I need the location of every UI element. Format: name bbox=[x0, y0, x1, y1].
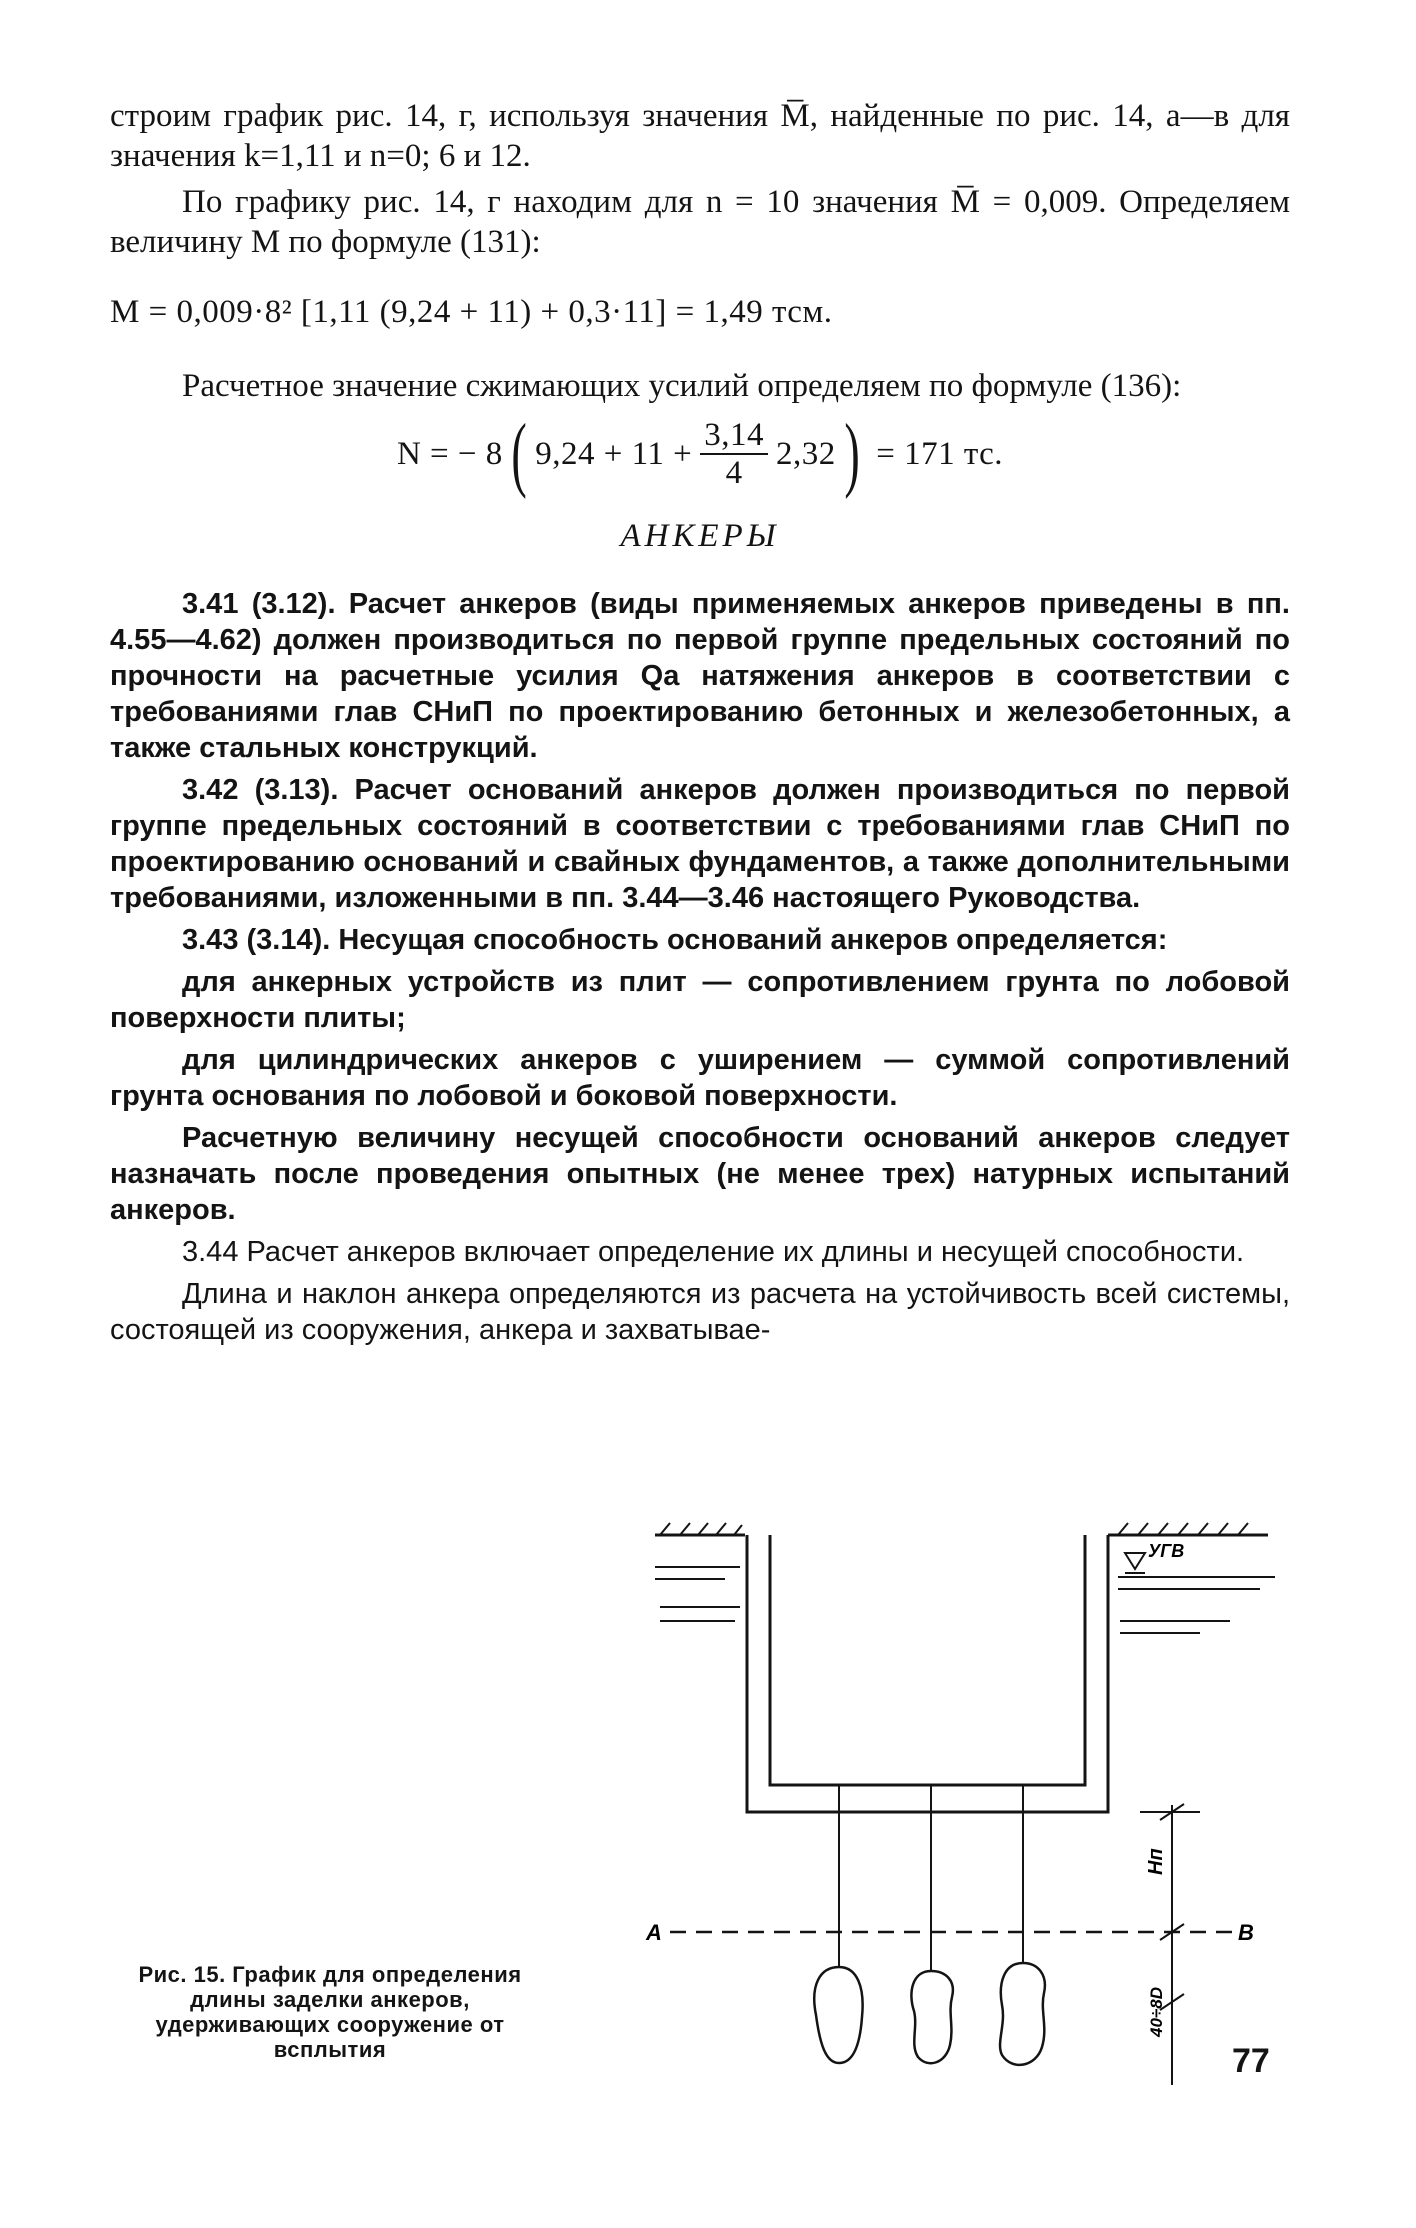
formula-force bbox=[110, 407, 1290, 500]
paren-left: ( bbox=[511, 407, 527, 500]
label-hn: Hп bbox=[1145, 1848, 1167, 1875]
regular-section bbox=[110, 1234, 1290, 1348]
fraction bbox=[700, 417, 768, 491]
dimension-ticks bbox=[1140, 1804, 1200, 2010]
label-a: А bbox=[646, 1920, 662, 1945]
paragraph-3-43-b: для цилиндрических анкеров с уширением — суммой сопротивлений грунта основания по лобовой и боковой поверхности. bbox=[110, 1044, 1290, 1112]
anchor-bulb-3 bbox=[1000, 1963, 1045, 2065]
page-number: 77 bbox=[1232, 2042, 1270, 2080]
paragraph-3-43-a: для анкерных устройств из плит — сопротивлением грунта по лобовой поверхности плиты; bbox=[110, 966, 1290, 1034]
fraction-numerator: 3,14 bbox=[700, 417, 768, 455]
ground-hatch-left bbox=[660, 1523, 742, 1535]
formula-moment: M = 0,009·8² [1,11 (9,24 + 11) + 0,3·11] = 1,49 тсм. bbox=[110, 294, 833, 330]
fraction-denominator: 4 bbox=[725, 455, 743, 491]
figure-anchor-diagram bbox=[640, 1515, 1280, 2085]
formula-force-right: = 171 тс. bbox=[876, 436, 1004, 472]
figure-caption: Рис. 15. График для определения длины заделки анкеров, удерживающих сооружение от всплытия bbox=[138, 1962, 522, 2062]
label-40d: 40÷8D bbox=[1147, 1987, 1166, 2037]
bold-section bbox=[110, 586, 1290, 1228]
section-heading: АНКЕРЫ bbox=[620, 518, 780, 554]
ground-hatch-right bbox=[1118, 1523, 1248, 1535]
anchor-bulb-1 bbox=[814, 1967, 862, 2063]
paragraph-3-44-b: Длина и наклон анкера определяются из расчета на устойчивость всей системы, состоящей из сооружения, анкера и захватывае- bbox=[110, 1278, 1290, 1346]
paragraph-3-43-c: Расчетную величину несущей способности оснований анкеров следует назначать после проведения опытных (не менее трех) натурных испытаний анкеров. bbox=[110, 1122, 1290, 1226]
water-lines-right bbox=[1118, 1577, 1275, 1633]
structure-inner-wall bbox=[770, 1535, 1085, 1785]
structure-outer-wall bbox=[747, 1535, 1108, 1812]
paragraph-3-44: 3.44 Расчет анкеров включает определение их длины и несущей способности. bbox=[182, 1236, 1245, 1268]
paragraph-3-41: 3.41 (3.12). Расчет анкеров (виды применяемых анкеров приведены в пп. 4.55—4.62) должен производиться по первой группе предельных состояний по прочности на расчетные усилия Qа натяжения анкеров в соответствии с требованиями глав СНиП по проектированию бетонных и железобетонных, а также стальных конструкций. bbox=[110, 588, 1290, 764]
label-b: В bbox=[1238, 1920, 1254, 1945]
label-ugv: УГВ bbox=[1148, 1541, 1185, 1561]
page-body bbox=[110, 96, 1290, 1354]
paren-right: ) bbox=[844, 407, 860, 500]
paragraph-3-43: 3.43 (3.14). Несущая способность оснований анкеров определяется: bbox=[182, 924, 1168, 956]
formula-force-inner: 9,24 + 11 + bbox=[535, 436, 693, 472]
formula-force-left: N = − 8 bbox=[396, 436, 503, 472]
paragraph: Расчетное значение сжимающих усилий определяем по формуле (136): bbox=[182, 368, 1182, 404]
paragraph: строим график рис. 14, г, используя значения M̅, найденные по рис. 14, а—в для значения k=1,11 и n=0; 6 и 12. bbox=[110, 98, 1290, 174]
paragraph-3-42: 3.42 (3.13). Расчет оснований анкеров должен производиться по первой группе предельных состояний в соответствии с требованиями глав СНиП по проектированию оснований и свайных фундаментов, а также дополнительными требованиями, изложенными в пп. 3.44—3.46 настоящего Руководства. bbox=[110, 774, 1290, 914]
paragraph: По графику рис. 14, г находим для n = 10 значения M̅ = 0,009. Определяем величину M по формуле (131): bbox=[110, 184, 1290, 260]
water-level-marker bbox=[1125, 1553, 1145, 1573]
anchor-bulb-2 bbox=[911, 1971, 952, 2063]
water-lines-left bbox=[655, 1567, 740, 1621]
formula-force-inner-b: 2,32 bbox=[775, 436, 836, 472]
